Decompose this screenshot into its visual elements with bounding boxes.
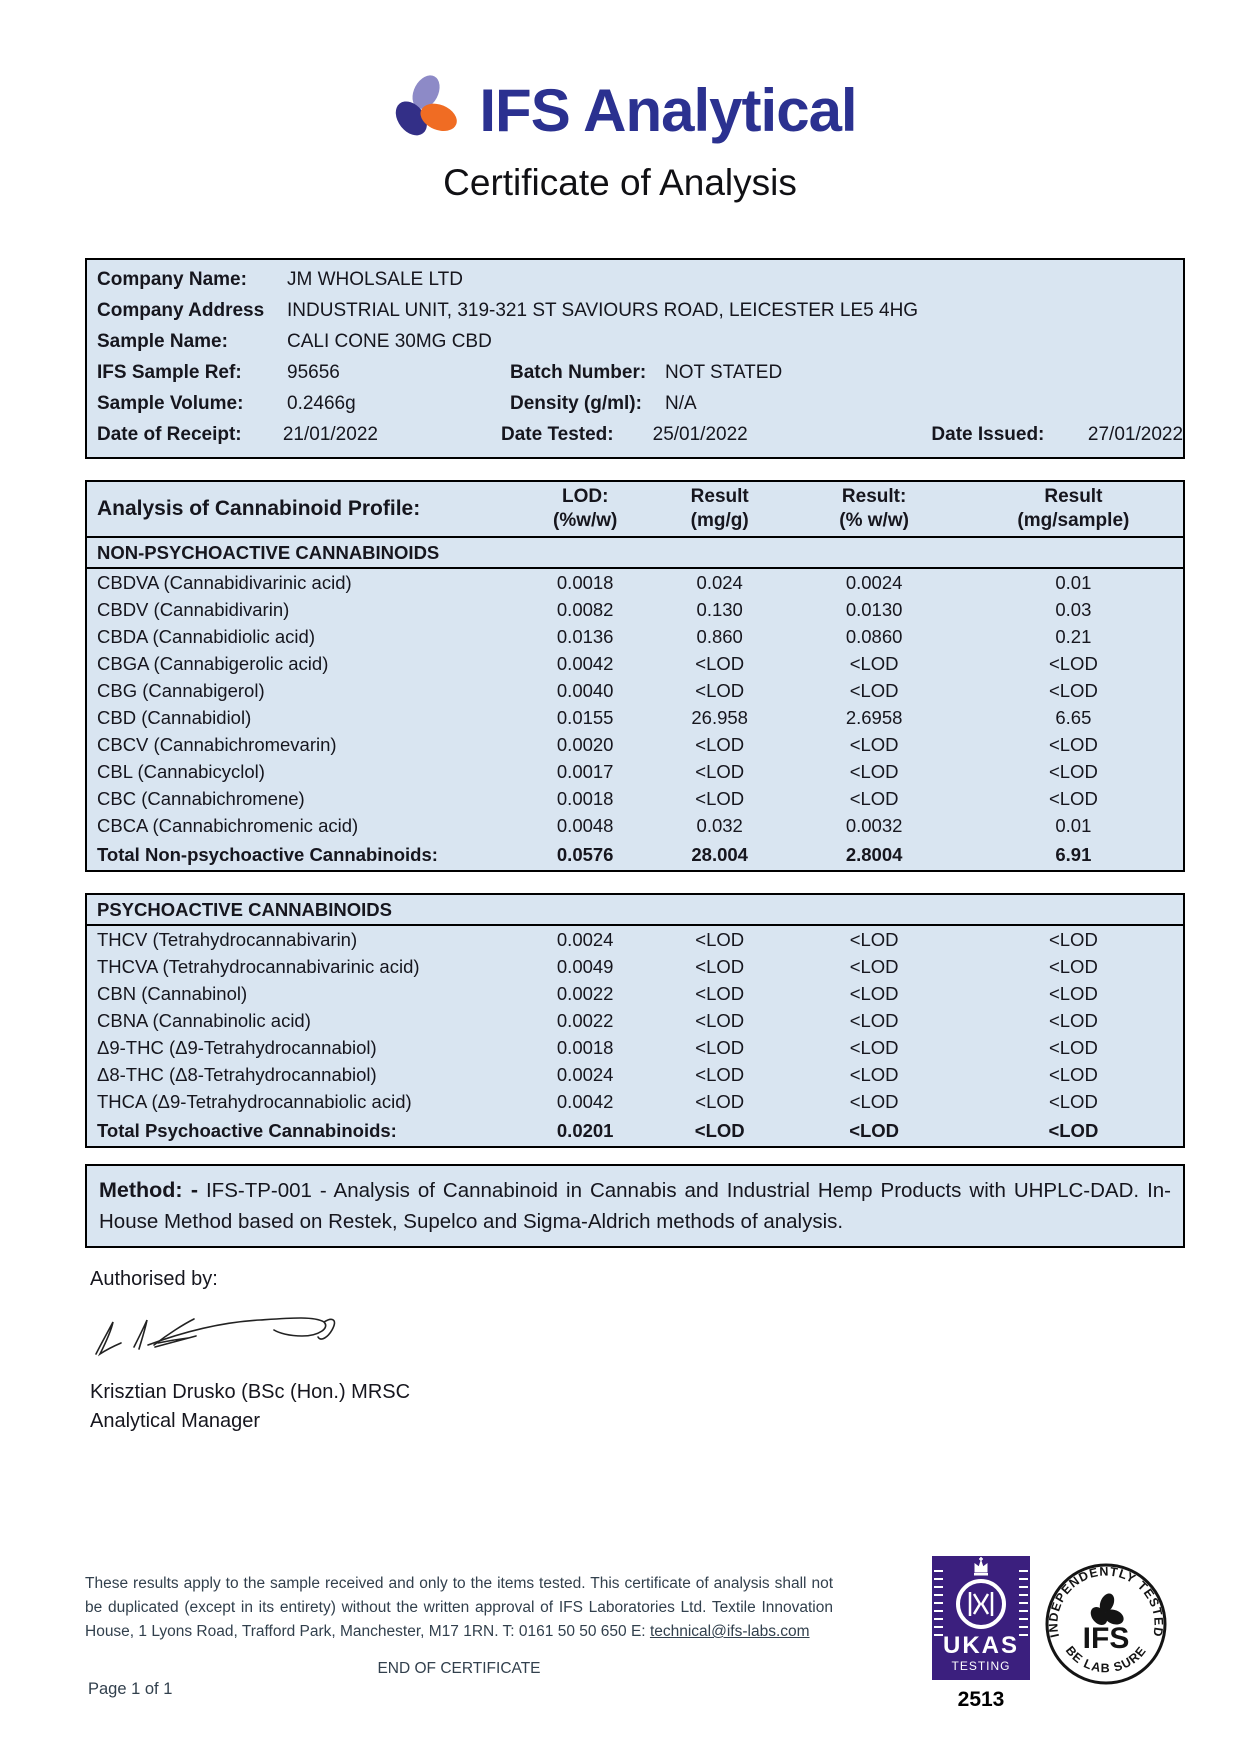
result-mg-g: 0.130 <box>696 598 743 620</box>
table-title: Analysis of Cannabinoid Profile: <box>97 497 421 520</box>
table-row <box>87 623 1183 650</box>
method-label: Method: - <box>99 1178 198 1202</box>
lod-value: 0.0018 <box>556 571 614 593</box>
company-name-value: JM WHOLSALE LTD <box>287 269 463 291</box>
result-mg-sample: <LOD <box>1048 1090 1098 1112</box>
result-mg-sample: <LOD <box>1048 760 1098 782</box>
lod-value: 0.0136 <box>556 625 614 647</box>
sample-name-label: Sample Name: <box>97 331 228 353</box>
analyte-name: CBGA (Cannabigerolic acid) <box>97 652 329 674</box>
column-header-line: Result <box>690 486 749 508</box>
result-pct-ww: <LOD <box>849 652 899 674</box>
date-of-receipt-value: 21/01/2022 <box>282 424 378 446</box>
sample-volume-label: Sample Volume: <box>97 393 244 415</box>
result-pct-ww: 2.6958 <box>845 706 903 728</box>
result-mg-g: <LOD <box>695 787 745 809</box>
result-mg-sample: <LOD <box>1048 679 1098 701</box>
total-label: Total Non-psychoactive Cannabinoids: <box>97 843 438 865</box>
table-row <box>87 677 1183 704</box>
total-mg-g: 28.004 <box>691 843 748 865</box>
info-row-company-name <box>87 265 1183 296</box>
total-pct-ww: <LOD <box>849 1119 900 1141</box>
disclaimer-text <box>85 1572 833 1644</box>
column-header-line: (%w/w) <box>553 510 618 531</box>
result-mg-sample: <LOD <box>1048 1036 1098 1058</box>
ukas-crown-circle-icon <box>932 1556 1030 1632</box>
result-mg-sample: <LOD <box>1048 652 1098 674</box>
ukas-accreditation-number: 2513 <box>957 1688 1005 1711</box>
table-row <box>87 1061 1183 1088</box>
lod-value: 0.0040 <box>556 679 614 701</box>
total-pct-ww: 2.8004 <box>845 843 903 865</box>
info-row-sample-ref <box>87 358 1183 389</box>
result-mg-g: <LOD <box>695 760 745 782</box>
result-mg-sample: <LOD <box>1048 1063 1098 1085</box>
batch-number-label: Batch Number: <box>510 362 647 384</box>
lod-value: 0.0042 <box>556 652 614 674</box>
result-mg-sample: 0.21 <box>1055 625 1092 647</box>
analyte-name: Δ9-THC (Δ9-Tetrahydrocannabiol) <box>97 1036 377 1058</box>
company-address-value: INDUSTRIAL UNIT, 319-321 ST SAVIOURS ROAD, LEICESTER LE5 4HG <box>287 300 919 322</box>
table-row <box>87 758 1183 785</box>
lod-value: 0.0024 <box>556 1063 614 1085</box>
analyte-name: CBDV (Cannabidivarin) <box>97 598 290 620</box>
lod-value: 0.0017 <box>556 760 614 782</box>
analyte-name: THCV (Tetrahydrocannabivarin) <box>97 928 358 950</box>
total-row-psychoactive <box>87 1115 1183 1146</box>
result-mg-g: <LOD <box>695 982 745 1004</box>
ifs-sample-ref-label: IFS Sample Ref: <box>97 362 242 384</box>
result-mg-sample: <LOD <box>1048 1009 1098 1031</box>
result-pct-ww: <LOD <box>849 1090 899 1112</box>
result-mg-sample: <LOD <box>1048 928 1098 950</box>
total-label: Total Psychoactive Cannabinoids: <box>97 1119 397 1141</box>
analyte-name: CBCA (Cannabichromenic acid) <box>97 814 359 836</box>
result-mg-sample: <LOD <box>1048 982 1098 1004</box>
date-issued-value: 27/01/2022 <box>1087 424 1184 446</box>
handwritten-signature <box>88 1292 358 1374</box>
result-pct-ww: 0.0130 <box>845 598 903 620</box>
info-row-sample-name <box>87 327 1183 358</box>
cannabinoid-profile-table <box>85 480 1185 872</box>
sample-volume-value: 0.2466g <box>287 393 356 415</box>
psychoactive-rows <box>87 926 1183 1115</box>
psychoactive-table <box>85 893 1185 1148</box>
result-mg-g: 0.024 <box>696 571 743 593</box>
signer-block <box>90 1378 410 1436</box>
sample-name-value: CALI CONE 30MG CBD <box>287 331 492 353</box>
column-header-line: (mg/g) <box>690 510 749 531</box>
method-text: IFS-TP-001 - Analysis of Cannabinoid in Cannabis and Industrial Hemp Products with UHPLC-DAD. In-House Method based on Restek, Supelco and Sigma-Aldrich methods of analysis. <box>99 1179 1172 1233</box>
page-number: Page 1 of 1 <box>88 1680 173 1698</box>
table-row <box>87 731 1183 758</box>
ukas-accreditation-mark <box>931 1556 1031 1712</box>
result-mg-g: <LOD <box>695 928 745 950</box>
analyte-name: THCVA (Tetrahydrocannabivarinic acid) <box>97 955 420 977</box>
result-mg-g: <LOD <box>695 1063 745 1085</box>
total-lod: 0.0576 <box>556 843 614 865</box>
info-row-sample-volume <box>87 389 1183 420</box>
column-header-line: Result: <box>841 486 907 508</box>
lod-value: 0.0018 <box>556 787 614 809</box>
lod-value: 0.0082 <box>556 598 614 620</box>
result-mg-sample: <LOD <box>1048 787 1098 809</box>
result-mg-g: <LOD <box>695 1009 745 1031</box>
result-mg-sample: <LOD <box>1048 955 1098 977</box>
analyte-name: CBN (Cannabinol) <box>97 982 248 1004</box>
date-tested-value: 25/01/2022 <box>652 424 748 446</box>
info-row-company-address <box>87 296 1183 327</box>
lod-value: 0.0042 <box>556 1090 614 1112</box>
result-mg-g: <LOD <box>695 955 745 977</box>
stamp-bottom-text: BE LAB SURE <box>1062 1643 1150 1676</box>
result-pct-ww: <LOD <box>849 760 899 782</box>
total-mg-sample: <LOD <box>1048 1119 1099 1141</box>
result-mg-sample: 0.01 <box>1055 571 1092 593</box>
authorised-by-label: Authorised by: <box>90 1268 218 1290</box>
total-mg-sample: 6.91 <box>1055 843 1092 865</box>
result-pct-ww: <LOD <box>849 1009 899 1031</box>
total-mg-g: <LOD <box>694 1119 745 1141</box>
lod-value: 0.0049 <box>556 955 614 977</box>
ukas-ruler-ticks-icon <box>1019 1570 1028 1636</box>
stamp-top-text: INDEPENDENTLY TESTED <box>1046 1564 1166 1639</box>
table-row <box>87 1088 1183 1115</box>
result-pct-ww: 0.0032 <box>845 814 903 836</box>
result-pct-ww: <LOD <box>849 982 899 1004</box>
analyte-name: Δ8-THC (Δ8-Tetrahydrocannabiol) <box>97 1063 377 1085</box>
brand-header <box>0 68 1240 152</box>
result-pct-ww: 0.0860 <box>845 625 903 647</box>
ukas-ruler-ticks-icon <box>934 1570 943 1636</box>
analyte-name: CBDA (Cannabidiolic acid) <box>97 625 315 647</box>
column-header-lod <box>515 485 654 533</box>
date-tested-label: Date Tested: <box>501 424 614 446</box>
analyte-name: THCA (Δ9-Tetrahydrocannabiolic acid) <box>97 1090 412 1112</box>
company-name-label: Company Name: <box>97 269 247 291</box>
ukas-word: UKAS <box>942 1632 1019 1659</box>
stamp-center-text: IFS <box>1082 1622 1130 1655</box>
table-row <box>87 650 1183 677</box>
table-row <box>87 980 1183 1007</box>
ukas-logo <box>932 1556 1030 1680</box>
lod-value: 0.0155 <box>556 706 614 728</box>
total-lod: 0.0201 <box>556 1119 614 1141</box>
date-issued-label: Date Issued: <box>931 424 1045 446</box>
table-row <box>87 1007 1183 1034</box>
ifs-trefoil-logo-icon <box>383 68 467 152</box>
analyte-name: CBL (Cannabicyclol) <box>97 760 265 782</box>
company-address-label: Company Address <box>97 300 265 322</box>
result-mg-sample: <LOD <box>1048 733 1098 755</box>
density-label: Density (g/ml): <box>510 393 642 415</box>
result-mg-g: <LOD <box>695 733 745 755</box>
disclaimer-body: These results apply to the sample received and only to the items tested. This certificate of analysis shall not be duplicated (except in its entirety) without the written approval of IFS Laboratories Ltd. Textile Innovation House, 1 Lyons Road, Trafford Park, Manchester, M17 1RN. T: 0161 50 50 650 E: <box>85 1575 833 1641</box>
column-header-pct-ww <box>784 485 963 533</box>
result-pct-ww: 0.0024 <box>845 571 903 593</box>
result-pct-ww: <LOD <box>849 733 899 755</box>
result-mg-g: <LOD <box>695 679 745 701</box>
column-header-mg-sample <box>964 485 1183 533</box>
result-pct-ww: <LOD <box>849 928 899 950</box>
result-mg-sample: 0.01 <box>1055 814 1092 836</box>
column-header-mg-g <box>655 485 785 533</box>
analyte-name: CBNA (Cannabinolic acid) <box>97 1009 311 1031</box>
lod-value: 0.0024 <box>556 928 614 950</box>
table-row <box>87 596 1183 623</box>
end-of-certificate-label: END OF CERTIFICATE <box>377 1660 541 1677</box>
lod-value: 0.0022 <box>556 982 614 1004</box>
page-title: Certificate of Analysis <box>443 162 797 203</box>
result-pct-ww: <LOD <box>849 1063 899 1085</box>
info-row-dates <box>87 420 1183 451</box>
column-header-line: (% w/w) <box>839 510 909 531</box>
ifs-be-lab-sure-stamp <box>1042 1560 1170 1688</box>
result-mg-g: 0.860 <box>696 625 743 647</box>
result-mg-g: 26.958 <box>691 706 748 728</box>
result-mg-g: <LOD <box>695 1036 745 1058</box>
table-row <box>87 704 1183 731</box>
table-row <box>87 569 1183 596</box>
section-header-non-psychoactive: NON-PSYCHOACTIVE CANNABINOIDS <box>87 538 1183 569</box>
table-row <box>87 785 1183 812</box>
method-box <box>85 1164 1185 1248</box>
result-pct-ww: <LOD <box>849 787 899 809</box>
signer-role: Analytical Manager <box>90 1410 261 1432</box>
batch-number-value: NOT STATED <box>665 362 783 384</box>
table-row <box>87 926 1183 953</box>
lod-value: 0.0018 <box>556 1036 614 1058</box>
date-of-receipt-label: Date of Receipt: <box>97 424 242 446</box>
analyte-name: CBD (Cannabidiol) <box>97 706 252 728</box>
result-mg-g: <LOD <box>695 652 745 674</box>
signer-name: Krisztian Drusko (BSc (Hon.) MRSC <box>90 1381 411 1403</box>
result-mg-sample: 0.03 <box>1055 598 1092 620</box>
lod-value: 0.0020 <box>556 733 614 755</box>
analyte-name: CBC (Cannabichromene) <box>97 787 305 809</box>
analyte-name: CBG (Cannabigerol) <box>97 679 265 701</box>
result-pct-ww: <LOD <box>849 1036 899 1058</box>
total-row-non-psychoactive <box>87 839 1183 870</box>
technical-email-link[interactable]: technical@ifs-labs.com <box>649 1623 810 1641</box>
section-header-psychoactive: PSYCHOACTIVE CANNABINOIDS <box>87 895 1183 926</box>
table-header-row <box>87 482 1183 538</box>
table-row <box>87 1034 1183 1061</box>
ukas-testing-label: TESTING <box>951 1659 1011 1673</box>
result-mg-g: 0.032 <box>696 814 743 836</box>
lod-value: 0.0022 <box>556 1009 614 1031</box>
density-value: N/A <box>665 393 697 415</box>
column-header-line: (mg/sample) <box>1017 510 1130 531</box>
column-header-line: LOD: <box>561 486 609 508</box>
result-mg-sample: 6.65 <box>1055 706 1092 728</box>
result-pct-ww: <LOD <box>849 679 899 701</box>
table-row <box>87 812 1183 839</box>
analyte-name: CBCV (Cannabichromevarin) <box>97 733 337 755</box>
lod-value: 0.0048 <box>556 814 614 836</box>
brand-name: IFS Analytical <box>479 76 857 144</box>
ifs-sample-ref-value: 95656 <box>287 362 340 384</box>
result-mg-g: <LOD <box>695 1090 745 1112</box>
result-pct-ww: <LOD <box>849 955 899 977</box>
non-psychoactive-rows <box>87 569 1183 839</box>
table-row <box>87 953 1183 980</box>
column-header-line: Result <box>1044 486 1103 508</box>
analyte-name: CBDVA (Cannabidivarinic acid) <box>97 571 352 593</box>
sample-info-box <box>85 258 1185 459</box>
